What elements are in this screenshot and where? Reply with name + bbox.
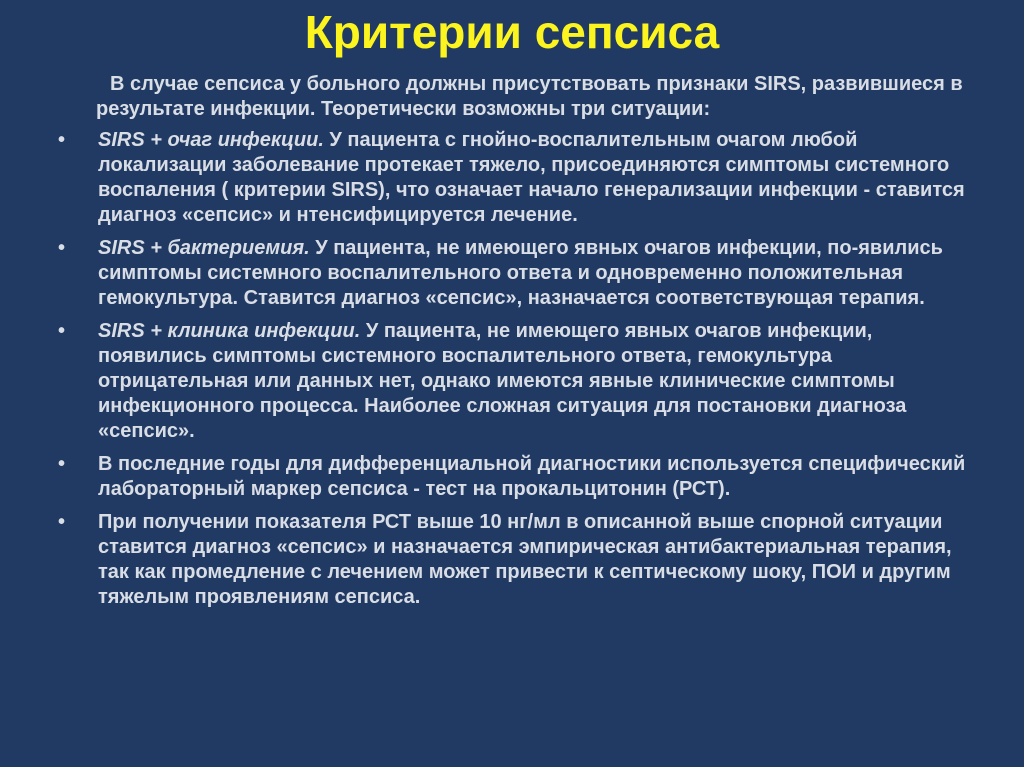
bullet-icon: •	[58, 129, 66, 151]
item-text: При получении показателя РСТ выше 10 нг/мл в описанной выше спорной ситуации ставится диагноз «сепсис» и назначается эмпирическая антибактериальная терапия, так как промедление с лечением может привести к септическому шоку, ПОИ и другим тяжелым проявлениям сепсиса.	[98, 511, 952, 608]
intro-paragraph: В случае сепсиса у больного должны присутствовать признаки SIRS, развившиеся в результате инфекции. Теоретически возможны три ситуации:	[96, 73, 963, 120]
list-item	[56, 128, 976, 228]
bullet-icon: •	[58, 237, 66, 259]
item-text: У пациента, не имеющего явных очагов инфекции, по-явились симптомы системного воспалительного ответа и одновременно положительная гемокультура. Ставится диагноз «сепсис», назначается соответствующая терапия.	[98, 237, 943, 309]
bullet-icon: •	[58, 511, 66, 533]
criteria-list	[56, 128, 976, 618]
list-item	[56, 452, 976, 502]
item-text: В последние годы для дифференциальной диагностики используется специфический лабораторный маркер сепсиса - тест на прокальцитонин (РСТ).	[98, 453, 966, 500]
list-item	[56, 236, 976, 311]
bullet-icon: •	[58, 453, 66, 475]
list-item	[56, 319, 976, 444]
bullet-icon: •	[58, 320, 66, 342]
item-text: У пациента, не имеющего явных очагов инфекции, появились симптомы системного воспалительного ответа, гемокультура отрицательная или данных нет, однако имеются явные клинические симптомы инфекционного процесса. Наиболее сложная ситуация для постановки диагноза «сепсис».	[98, 320, 907, 442]
item-text: У пациента с гнойно-воспалительным очагом любой локализации заболевание протекает тяжело, присоединяются симптомы системного воспаления ( критерии SIRS), что означает начало генерализации инфекции - ставится диагноз «сепсис» и нтенсифицируется лечение.	[98, 129, 965, 226]
item-lead: SIRS + очаг инфекции.	[98, 129, 324, 151]
item-lead: SIRS + клиника инфекции.	[98, 320, 361, 342]
list-item	[56, 510, 976, 610]
item-lead: SIRS + бактериемия.	[98, 237, 310, 259]
slide-title: Критерии сепсиса	[304, 6, 720, 58]
